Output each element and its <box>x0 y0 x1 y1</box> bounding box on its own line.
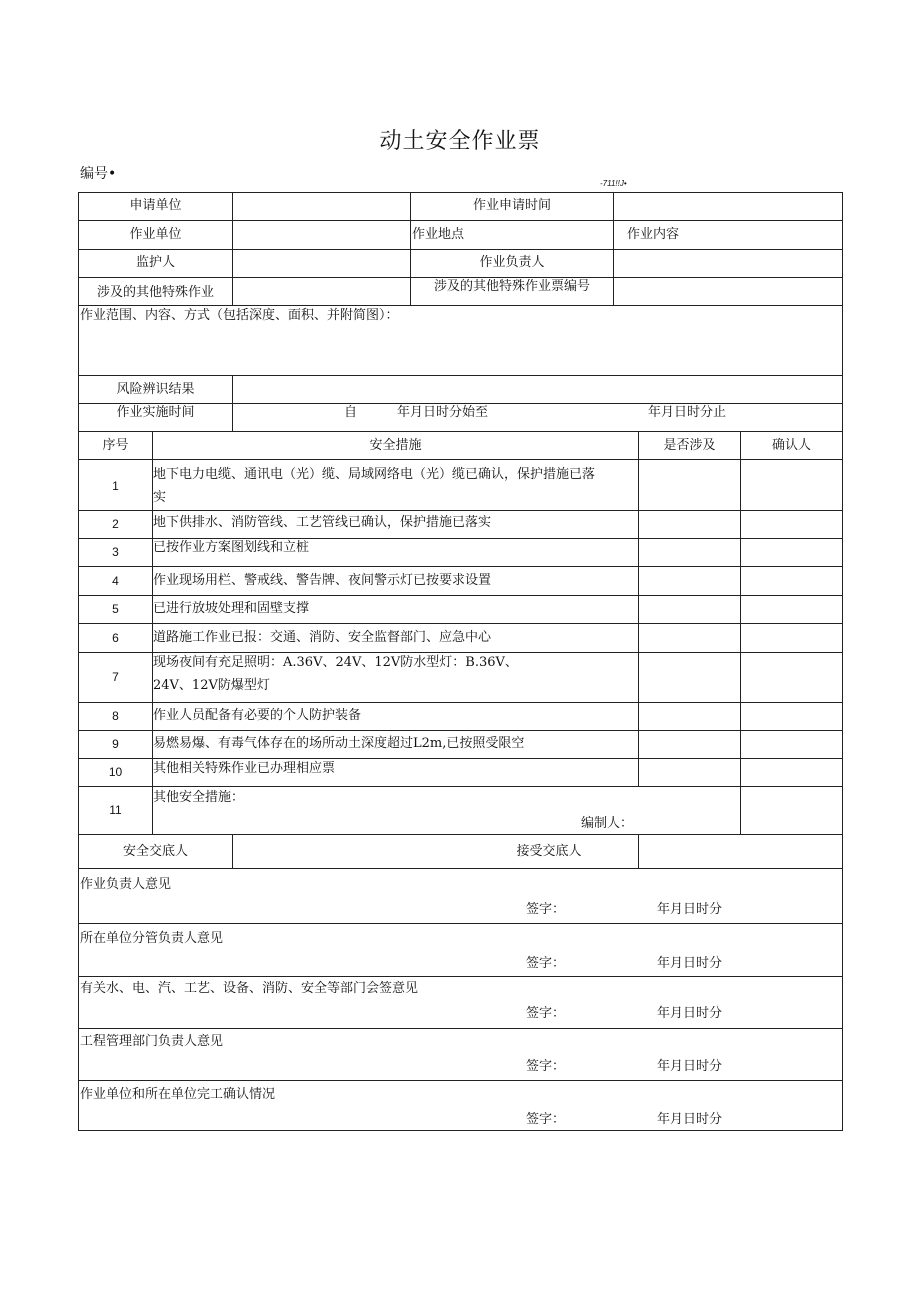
work-content-label: 作业内容 <box>627 227 680 242</box>
date-label: 年月日时分 <box>657 1112 723 1127</box>
applicant-unit-label: 申请单位 <box>129 198 182 213</box>
sign-label: 签字： <box>526 1006 566 1021</box>
impl-end: 年月日时分止 <box>648 405 727 420</box>
measure-text: 易燃易爆、有毒气体存在的场所动土深度超过L2m,已按照受限空 <box>153 736 525 751</box>
rule <box>78 595 843 596</box>
rule <box>232 834 233 868</box>
date-label: 年月日时分 <box>657 1059 723 1074</box>
measure-no: 6 <box>112 631 119 645</box>
measure-no: 10 <box>108 765 123 779</box>
measure-text-cont: 实 <box>153 490 167 505</box>
opinion-label: 作业负责人意见 <box>80 877 172 892</box>
measure-no: 7 <box>112 670 119 684</box>
rule <box>78 220 843 221</box>
rule <box>78 431 843 432</box>
rule <box>78 566 843 567</box>
other-special-label: 涉及的其他特殊作业 <box>96 285 214 300</box>
col-measure-header: 安全措施 <box>369 438 422 453</box>
rule <box>232 192 233 305</box>
risk-label: 风险辨识结果 <box>116 382 195 397</box>
handover-receiver-label: 接受交底人 <box>516 844 582 859</box>
rule <box>613 192 614 305</box>
date-label: 年月日时分 <box>657 902 723 917</box>
sign-label: 签字： <box>526 956 566 971</box>
rule <box>638 431 639 786</box>
measure-text: 作业人员配备有必要的个人防护装备 <box>153 708 362 723</box>
apply-time-label: 作业申请时间 <box>472 198 551 213</box>
rule <box>78 192 79 1131</box>
rule <box>78 375 843 376</box>
col-no-header: 序号 <box>102 438 129 453</box>
rule <box>78 730 843 731</box>
work-leader-label: 作业负责人 <box>479 255 545 270</box>
work-location-label: 作业地点 <box>412 227 465 242</box>
rule <box>638 834 639 868</box>
measure-no: 5 <box>112 602 119 616</box>
col-involved-header: 是否涉及 <box>663 438 716 453</box>
measure-text: 作业现场用栏、警戒线、警告牌、夜间警示灯已按要求设置 <box>153 573 492 588</box>
col-confirmer-header: 确认人 <box>771 438 811 453</box>
rule <box>78 459 843 460</box>
opinion-label: 有关水、电、汽、工艺、设备、消防、安全等部门会签意见 <box>80 981 419 996</box>
opinion-label: 作业单位和所在单位完工确认情况 <box>80 1087 276 1102</box>
opinion-label: 所在单位分管负责人意见 <box>80 931 224 946</box>
measure-no: 3 <box>112 545 119 559</box>
measure-no: 9 <box>112 737 119 751</box>
measure-text: 地下供排水、消防管线、工艺管线已确认，保护措施已落实 <box>153 515 492 530</box>
rule <box>78 192 843 193</box>
measure-no: 11 <box>109 803 122 817</box>
sign-label: 签字： <box>526 902 566 917</box>
scope-label: 作业范围、内容、方式（包括深度、面积、并附简图）： <box>80 308 399 323</box>
measure-text: 已进行放坡处理和固壁支撑 <box>153 601 310 616</box>
rule <box>78 510 843 511</box>
page-title: 动土安全作业票 <box>379 129 541 154</box>
rule <box>78 1130 843 1131</box>
rule <box>78 868 843 869</box>
measure-text: 现场夜间有充足照明：A.36V、24V、12V防水型灯：B.36V、 <box>153 655 518 670</box>
supervisor-label: 监护人 <box>135 255 175 270</box>
opinion-label: 工程管理部门负责人意见 <box>80 1034 224 1049</box>
rule <box>740 431 741 834</box>
rule <box>78 976 843 977</box>
impl-from: 自 <box>344 405 358 420</box>
impl-time-label: 作业实施时间 <box>116 405 195 420</box>
rule <box>78 1080 843 1081</box>
other-special-no-label: 涉及的其他特殊作业票编号 <box>433 279 590 294</box>
measure-text: 地下电力电缆、通讯电（光）缆、局域网络电（光）缆已确认，保护措施已落 <box>153 467 596 482</box>
compiler-label: 编制人： <box>581 816 634 831</box>
date-label: 年月日时分 <box>657 1006 723 1021</box>
measure-text: 道路施工作业已报：交通、消防、安全监督部门、应急中心 <box>153 630 492 645</box>
measure-no: 1 <box>112 479 119 493</box>
sign-label: 签字： <box>526 1112 566 1127</box>
measure-no: 2 <box>112 517 119 531</box>
rule <box>78 786 843 787</box>
handover-giver-label: 安全交底人 <box>122 844 188 859</box>
measure-text: 其他相关特殊作业已办理相应票 <box>153 761 336 776</box>
rule <box>78 834 843 835</box>
measure-text: 已按作业方案图划线和立桩 <box>153 540 310 555</box>
doc-number-label: 编号• <box>80 166 117 182</box>
corner-mark: -711!!J• <box>600 179 627 188</box>
measure-no: 8 <box>112 709 119 723</box>
rule <box>78 923 843 924</box>
measure-text-cont: 24V、12V防爆型灯 <box>153 678 270 693</box>
measure-text: 其他安全措施： <box>153 790 245 805</box>
measure-no: 4 <box>112 574 119 588</box>
rule <box>78 249 843 250</box>
impl-start: 年月日时分始至 <box>397 405 489 420</box>
rule <box>232 375 233 431</box>
sign-label: 签字： <box>526 1059 566 1074</box>
rule <box>78 702 843 703</box>
date-label: 年月日时分 <box>657 956 723 971</box>
rule <box>78 1028 843 1029</box>
work-unit-label: 作业单位 <box>129 227 182 242</box>
rule <box>78 623 843 624</box>
rule <box>842 192 843 1131</box>
